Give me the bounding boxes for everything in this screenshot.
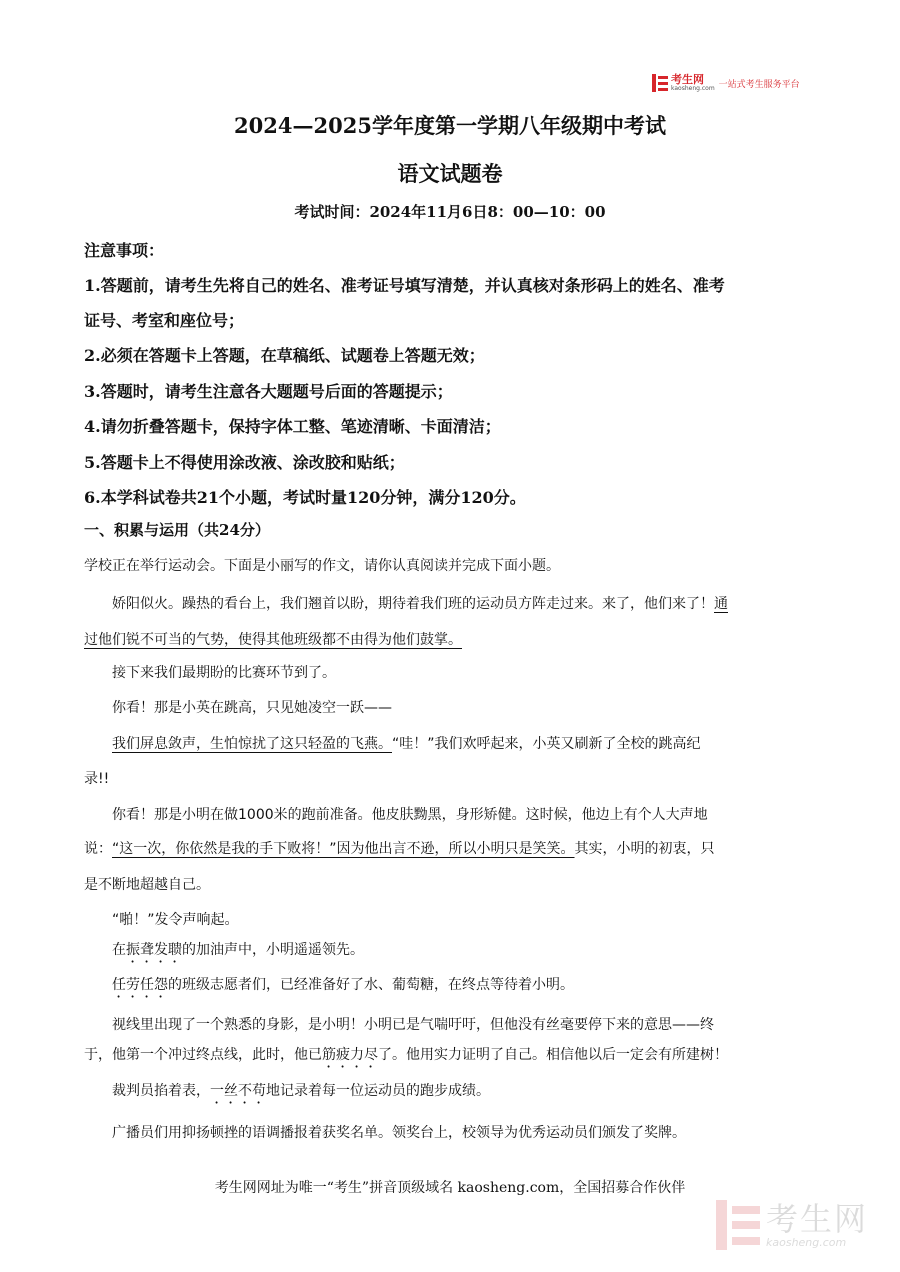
footer-text: 考生网网址为唯一“考生”拼音顶级域名 kaosheng.com，全国招募合作伙伴 <box>214 1180 686 1196</box>
essay-p1-line-2 <box>84 629 462 649</box>
essay-p9-end: 了。他用实力证明了自己。相信他以后一定会有所建树！ <box>378 1047 728 1063</box>
watermark-domain: kaosheng.com <box>766 1235 847 1249</box>
essay-p4-line-2: 录!! <box>84 771 110 787</box>
notice-item-2: 2.必须在答题卡上答题，在草稿纸、试题卷上答题无效； <box>84 346 485 365</box>
section-1-heading: 一、积累与运用（共24分） <box>84 521 270 539</box>
essay-p10-end: 地记录着每一位运动员的跑步成绩。 <box>266 1083 490 1099</box>
essay-p11: 广播员们用抑扬顿挫的语调播报着获奖名单。领奖台上，校领导为优秀运动员们颁发了奖牌。 <box>112 1125 686 1141</box>
essay-p10 <box>112 1080 490 1107</box>
notice-item-1-line-2: 证号、考室和座位号； <box>84 311 245 330</box>
essay-p5-say: 说： <box>84 841 112 857</box>
essay-p7-start: 在 <box>112 942 126 958</box>
notice-item-4: 4.请勿折叠答题卡，保持字体工整、笔迹清晰、卡面清洁； <box>84 417 501 436</box>
notice-heading: 注意事项： <box>84 241 165 260</box>
essay-p9-line-1: 视线里出现了一个熟悉的身影，是小明！小明已是气喘吁吁，但他没有丝毫要停下来的意思——终 <box>112 1017 714 1033</box>
essay-p5-text: 其实，小明的初衷，只 <box>574 841 715 857</box>
essay-p1-text: 娇阳似火。躁热的看台上，我们翘首以盼，期待着我们班的运动员方阵走过来。来了，他们来了！ <box>112 596 714 612</box>
essay-p3: 你看！那是小英在跳高，只见她凌空一跃—— <box>112 700 392 716</box>
essay-p2: 接下来我们最期盼的比赛环节到了。 <box>112 665 336 681</box>
watermark-icon <box>716 1200 760 1250</box>
notice-item-3: 3.答题时，请考生注意各大题题号后面的答题提示； <box>84 382 453 401</box>
essay-p8-end: 的班级志愿者们，已经准备好了水、葡萄糖，在终点等待着小明。 <box>168 977 574 993</box>
exam-time: 考试时间：2024年11月6日8：00—10：00 <box>294 203 606 221</box>
essay-p4-underlined: 我们屏息敛声，生怕惊扰了这只轻盈的飞燕。 <box>112 736 392 752</box>
site-logo[interactable] <box>652 72 800 94</box>
essay-p5-underlined: “这一次，你依然是我的手下败将！”因为他出言不逊，所以小明只是笑笑。 <box>112 841 575 857</box>
essay-p9-dotted-idiom: 筋疲力尽 <box>322 1047 378 1063</box>
logo-domain: kaosheng.com <box>671 85 715 92</box>
essay-p7-end: 的加油声中，小明遥遥领先。 <box>182 942 364 958</box>
notice-item-6: 6.本学科试卷共21个小题，考试时量120分钟，满分120分。 <box>84 488 526 507</box>
essay-p5-line-3: 是不断地超越自己。 <box>84 877 210 893</box>
watermark-name: 考生网 <box>766 1199 869 1238</box>
exam-title: 2024—2025学年度第一学期八年级期中考试 <box>234 113 666 138</box>
essay-p1-line-1 <box>112 593 728 613</box>
essay-p7-dotted-idiom: 振聋发聩 <box>126 942 182 958</box>
section-1-intro: 学校正在举行运动会。下面是小丽写的作文，请你认真阅读并完成下面小题。 <box>84 558 560 574</box>
notice-item-1-line-1: 1.答题前，请考生先将自己的姓名、准考证号填写清楚，并认真核对条形码上的姓名、准考 <box>84 276 725 295</box>
essay-p10-dotted-idiom: 一丝不苟 <box>210 1083 266 1099</box>
exam-subtitle: 语文试题卷 <box>397 161 503 186</box>
logo-name: 考生网 <box>671 73 704 86</box>
essay-p8 <box>112 974 574 1001</box>
logo-slogan: 一站式考生服务平台 <box>718 79 800 90</box>
essay-p4-line-1 <box>112 733 701 753</box>
essay-p9-start: 于，他第一个冲过终点线，此时，他已 <box>84 1047 322 1063</box>
essay-p1-underlined-start: 通 <box>714 596 728 612</box>
essay-p8-dotted-idiom: 任劳任怨 <box>112 977 168 993</box>
essay-p1-underlined-end: 过他们锐不可当的气势，使得其他班级都不由得为他们鼓掌。 <box>84 632 462 648</box>
essay-p7 <box>112 939 364 966</box>
essay-p4-text: “哇！”我们欢呼起来，小英又刷新了全校的跳高纪 <box>392 736 701 752</box>
essay-p5-line-2 <box>84 838 715 858</box>
essay-p6: “啪！”发令声响起。 <box>112 912 239 928</box>
essay-p10-start: 裁判员掐着表， <box>112 1083 210 1099</box>
watermark-logo <box>716 1200 868 1250</box>
logo-icon <box>652 74 668 92</box>
essay-p5-line-1: 你看！那是小明在做1000米的跑前准备。他皮肤黝黑，身形矫健。这时候，他边上有个人大声地 <box>112 807 708 823</box>
essay-p9-line-2 <box>84 1044 728 1071</box>
notice-item-5: 5.答题卡上不得使用涂改液、涂改胶和贴纸； <box>84 453 405 472</box>
